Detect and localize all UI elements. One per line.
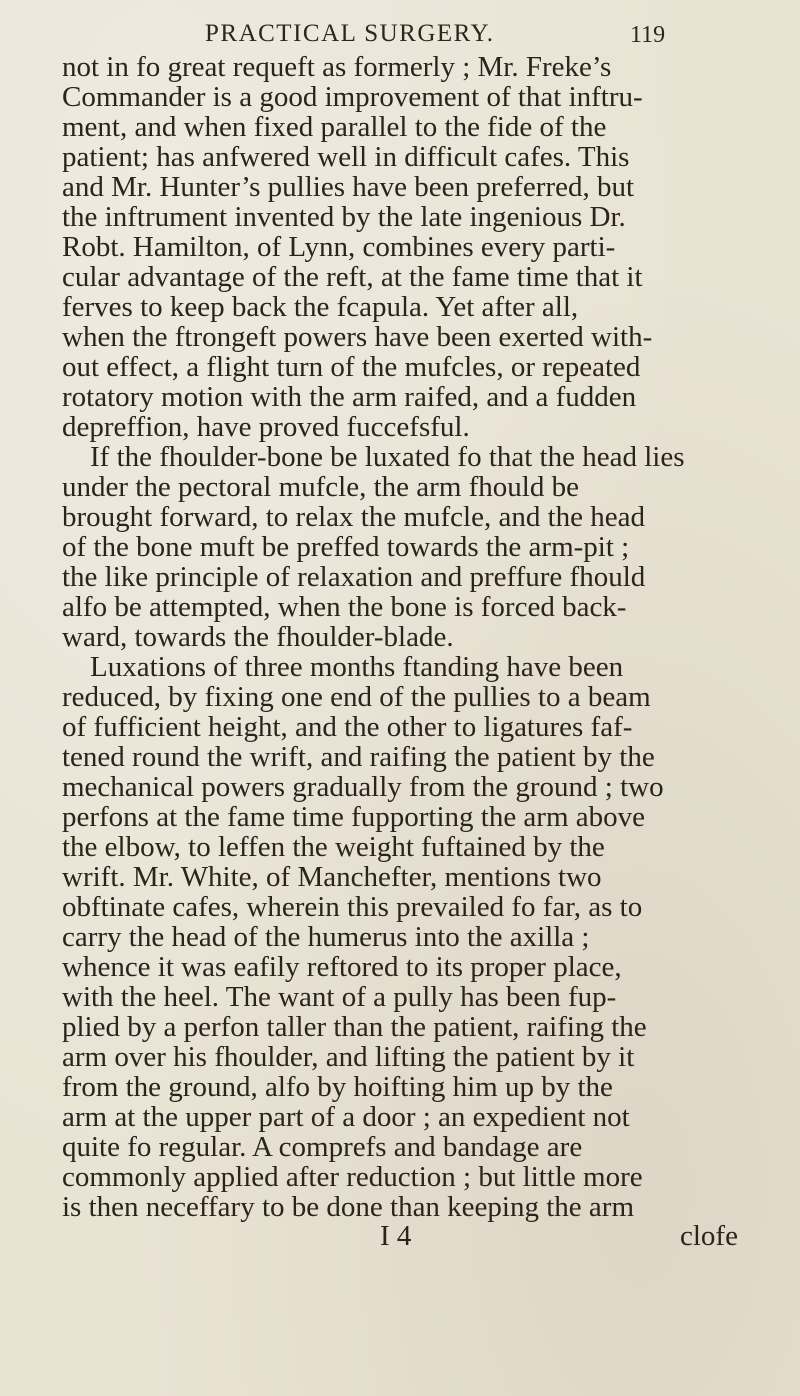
- signature-mark: I 4: [380, 1220, 412, 1252]
- running-head: [0, 14, 800, 54]
- text-line: quite fo regular. A comprefs and bandage are: [62, 1131, 583, 1163]
- text-line: whence it was eafily reftored to its proper place,: [62, 951, 622, 983]
- text-line: the inftrument invented by the late ingenious Dr.: [62, 201, 626, 233]
- text-line: obftinate cafes, wherein this prevailed fo far, as to: [62, 891, 643, 923]
- text-line: depreffion, have proved fuccefsful.: [62, 411, 470, 443]
- text-line: commonly applied after reduction ; but little more: [62, 1161, 643, 1193]
- text-line: ment, and when fixed parallel to the fide of the: [62, 111, 607, 143]
- text-line: tened round the wrift, and raifing the patient by the: [62, 741, 655, 773]
- text-line: from the ground, alfo by hoifting him up by the: [62, 1071, 613, 1103]
- text-line: reduced, by fixing one end of the pullies to a beam: [62, 681, 651, 713]
- text-line: the like principle of relaxation and preffure fhould: [62, 561, 646, 593]
- text-line: is then neceffary to be done than keeping the arm: [62, 1191, 634, 1223]
- text-line: perfons at the fame time fupporting the arm above: [62, 801, 646, 833]
- text-line: rotatory motion with the arm raifed, and a fudden: [62, 381, 637, 413]
- text-line: cular advantage of the reft, at the fame time that it: [62, 261, 643, 293]
- text-line: Commander is a good improvement of that inftru-: [62, 81, 643, 113]
- text-line: Robt. Hamilton, of Lynn, combines every parti-: [62, 231, 616, 263]
- text-line: out effect, a flight turn of the mufcles, or repeated: [62, 351, 641, 383]
- text-line: ward, towards the fhoulder-blade.: [62, 621, 454, 653]
- catchword: clofe: [680, 1220, 738, 1252]
- text-line: plied by a perfon taller than the patient, raifing the: [62, 1011, 647, 1043]
- text-line: wrift. Mr. White, of Manchefter, mentions two: [62, 861, 602, 893]
- text-line: under the pectoral mufcle, the arm fhould be: [62, 471, 579, 503]
- text-line: of the bone muft be preffed towards the arm-pit ;: [62, 531, 630, 563]
- text-line: of fufficient height, and the other to ligatures faf-: [62, 711, 633, 743]
- text-line: arm at the upper part of a door ; an expedient not: [62, 1101, 630, 1133]
- text-line: the elbow, to leffen the weight fuftained by the: [62, 831, 605, 863]
- text-line: arm over his fhoulder, and lifting the patient by it: [62, 1041, 635, 1073]
- text-line: patient; has anfwered well in difficult cafes. This: [62, 141, 630, 173]
- text-line: mechanical powers gradually from the ground ; two: [62, 771, 664, 803]
- text-line: and Mr. Hunter’s pullies have been preferred, but: [62, 171, 635, 203]
- text-line: not in fo great requeft as formerly ; Mr. Freke’s: [62, 51, 612, 83]
- text-line: alfo be attempted, when the bone is forced back-: [62, 591, 627, 623]
- text-line: If the fhoulder-bone be luxated fo that the head lies: [90, 441, 685, 473]
- text-line: brought forward, to relax the mufcle, and the head: [62, 501, 646, 533]
- page-number: 119: [630, 22, 666, 48]
- page-footer: [0, 1220, 800, 1260]
- text-line: with the heel. The want of a pully has been fup-: [62, 981, 617, 1013]
- text-line: Luxations of three months ftanding have been: [90, 651, 624, 683]
- running-head-title: PRACTICAL SURGERY.: [205, 20, 495, 47]
- text-line: ferves to keep back the fcapula. Yet after all,: [62, 291, 579, 323]
- text-line: carry the head of the humerus into the axilla ;: [62, 921, 590, 953]
- text-line: when the ftrongeft powers have been exerted with-: [62, 321, 653, 353]
